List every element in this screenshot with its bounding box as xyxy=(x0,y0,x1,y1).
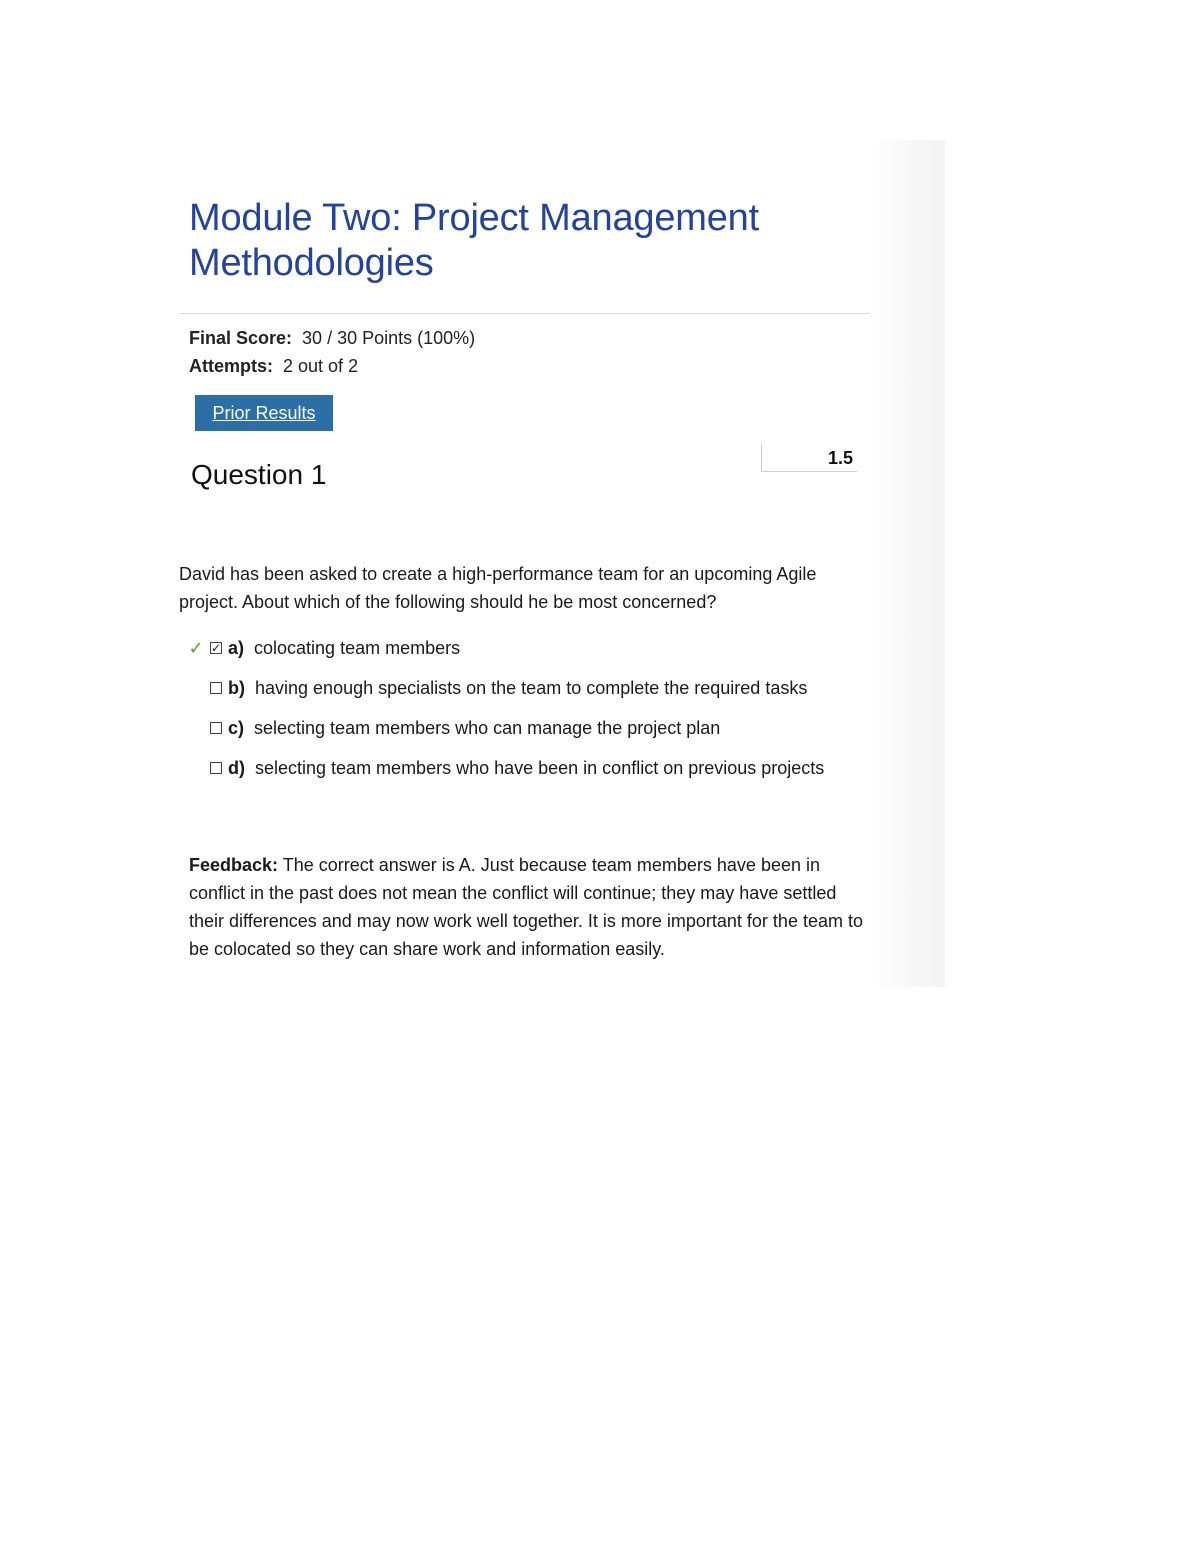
answer-letter: b) xyxy=(228,677,245,698)
feedback-label: Feedback: xyxy=(189,855,279,875)
answer-letter: c) xyxy=(228,717,245,738)
question-points: 1.5 xyxy=(761,444,857,472)
page-title: Module Two: Project Management Methodologies xyxy=(189,197,759,284)
answer-text: having enough specialists on the team to complete the required tasks xyxy=(255,677,808,698)
feedback-text: The correct answer is A. Just because team members have been in conflict in the past does not mean the conflict will continue; they may have settled their differences and may now work well together. It is more important for the team to be colocated so they can share work and information easily. xyxy=(189,855,863,959)
final-score-label: Final Score: xyxy=(189,328,293,348)
attempts-value: 2 out of 2 xyxy=(283,356,359,376)
answer-letter: a) xyxy=(228,637,245,658)
answer-option-c[interactable] xyxy=(187,716,720,740)
question-text: David has been asked to create a high-performance team for an upcoming Agile project. About which of the following should he be most concerned? xyxy=(179,564,817,612)
attempts xyxy=(189,355,358,377)
checkmark-icon: ✓ xyxy=(188,638,204,658)
answer-checkbox-c[interactable] xyxy=(210,722,222,734)
feedback xyxy=(189,851,864,963)
answer-checkbox-a[interactable]: ✓ xyxy=(211,641,222,655)
attempts-label: Attempts: xyxy=(189,356,273,376)
answer-text: selecting team members who can manage the project plan xyxy=(254,717,721,738)
answer-checkbox-d[interactable] xyxy=(210,762,222,774)
answer-letter: d) xyxy=(228,757,245,778)
answer-option-d[interactable] xyxy=(187,756,824,780)
answer-option-a[interactable] xyxy=(187,636,460,660)
question-title: Question 1 xyxy=(191,459,327,490)
final-score-value: 30 / 30 Points (100%) xyxy=(302,328,476,348)
answer-checkbox-b[interactable] xyxy=(210,682,222,694)
answer-text: colocating team members xyxy=(254,637,461,658)
title-divider xyxy=(179,313,870,314)
final-score xyxy=(189,327,475,349)
answer-text: selecting team members who have been in conflict on previous projects xyxy=(255,757,825,778)
prior-results-button[interactable]: Prior Results xyxy=(195,395,333,431)
side-panel-shade xyxy=(870,140,945,987)
answer-option-b[interactable] xyxy=(187,676,807,700)
